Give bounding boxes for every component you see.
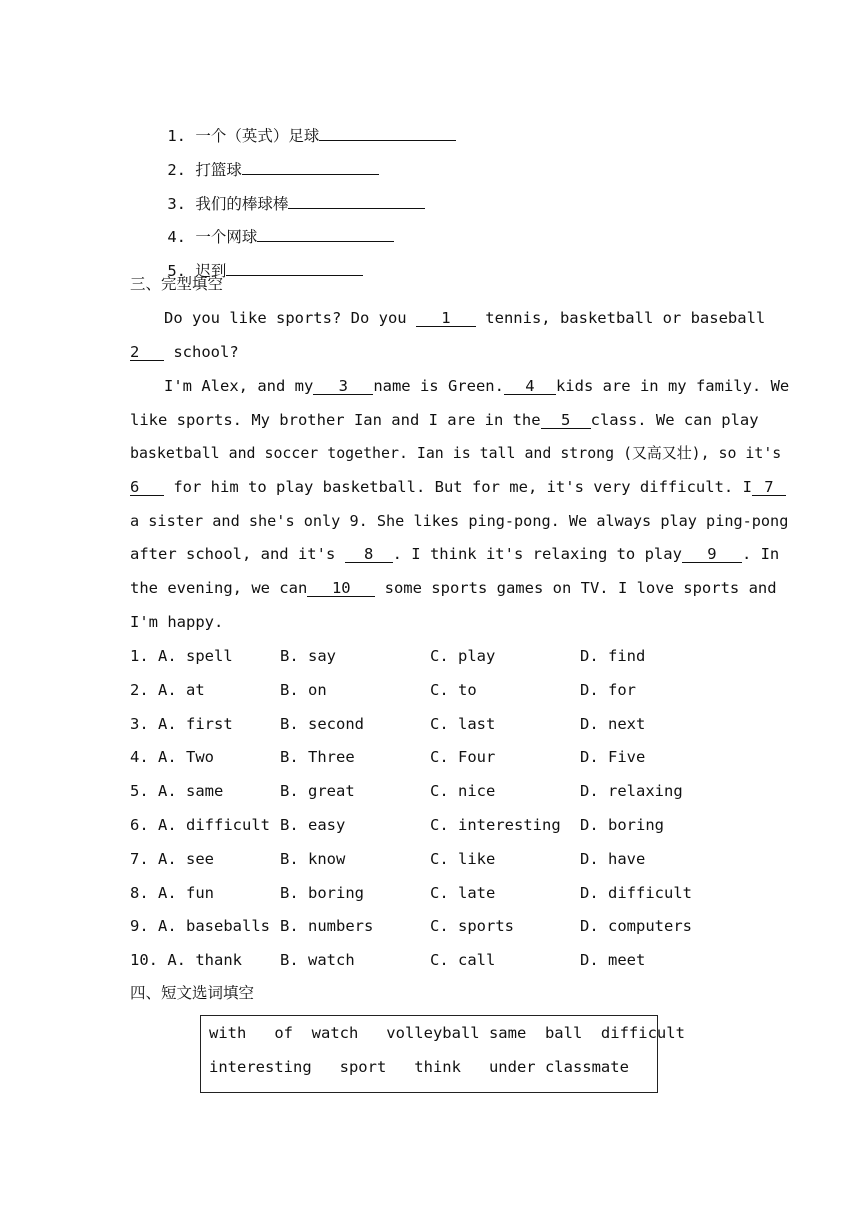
option-b[interactable] xyxy=(280,849,345,869)
word-bank xyxy=(200,1015,685,1093)
passage-line xyxy=(130,477,786,497)
option-c[interactable] xyxy=(430,747,495,767)
word-bank-line: with of watch volleyball same ball difficult xyxy=(209,1024,685,1042)
option-number: 10. xyxy=(130,951,158,970)
passage-text: Do you like sports? Do you xyxy=(164,309,416,327)
option-text: C. sports xyxy=(430,917,514,936)
option-text: D. computers xyxy=(580,917,692,936)
option-text: C. last xyxy=(430,714,496,733)
passage-line xyxy=(130,342,239,362)
option-a[interactable] xyxy=(130,680,205,700)
blank-3[interactable]: 3 xyxy=(313,378,373,395)
option-text: B. Three xyxy=(280,748,355,767)
option-text: C. late xyxy=(430,883,496,902)
option-text: C. call xyxy=(430,951,496,970)
passage-line xyxy=(164,376,789,396)
blank-9[interactable]: 9 xyxy=(682,546,742,563)
passage-text: like sports. My brother Ian and I are in the xyxy=(130,411,541,429)
blank-6[interactable]: 6 xyxy=(130,479,164,496)
option-text: B. second xyxy=(280,714,364,733)
option-text: B. say xyxy=(280,647,336,665)
option-d[interactable] xyxy=(580,747,645,767)
passage-text: . I think it's relaxing to play xyxy=(392,545,682,563)
word-bank-line: interesting sport think under classmate xyxy=(209,1058,629,1076)
answer-blank[interactable] xyxy=(257,227,394,242)
vocab-num: 2. xyxy=(167,161,186,179)
option-c[interactable] xyxy=(430,714,495,734)
passage-text: school? xyxy=(164,343,239,361)
option-number: 2. xyxy=(130,680,149,699)
option-text: C. to xyxy=(430,680,477,699)
option-number: 4. xyxy=(130,748,149,767)
option-d[interactable] xyxy=(580,916,692,936)
option-text: B. watch xyxy=(280,951,355,970)
option-c[interactable] xyxy=(430,883,495,903)
option-text: C. nice xyxy=(430,782,496,801)
option-text: D. meet xyxy=(580,951,646,970)
option-c[interactable] xyxy=(430,646,495,666)
option-a[interactable] xyxy=(130,849,214,869)
option-text: A. difficult xyxy=(158,816,270,834)
option-a[interactable] xyxy=(130,815,270,835)
option-text: A. same xyxy=(158,782,224,801)
option-text: D. Five xyxy=(580,748,646,767)
passage-text: kids are in my family. We xyxy=(555,377,790,395)
option-c[interactable] xyxy=(430,849,495,869)
option-b[interactable] xyxy=(280,781,355,801)
passage-text: name is Green. xyxy=(373,377,504,395)
passage-line: I'm happy. xyxy=(130,613,224,631)
option-b[interactable] xyxy=(280,646,336,666)
blank-4[interactable]: 4 xyxy=(504,378,556,395)
vocab-num: 3. xyxy=(167,195,186,213)
option-d[interactable] xyxy=(580,714,645,734)
option-a[interactable] xyxy=(130,646,233,666)
vocab-text: 一个网球 xyxy=(195,228,258,246)
passage-text: . In xyxy=(741,545,780,563)
option-text: D. boring xyxy=(580,816,664,834)
option-b[interactable] xyxy=(280,680,327,700)
option-number: 1. xyxy=(130,647,149,665)
option-text: A. first xyxy=(158,714,233,733)
option-text: B. know xyxy=(280,849,346,868)
option-number: 3. xyxy=(130,714,149,733)
passage-line xyxy=(130,544,779,564)
option-text: A. spell xyxy=(158,647,233,665)
vocab-num: 5. xyxy=(167,262,186,280)
option-text: B. on xyxy=(280,680,327,699)
vocab-num: 1. xyxy=(167,127,186,145)
option-text: A. thank xyxy=(167,951,242,970)
section-heading: 四、短文选词填空 xyxy=(130,984,255,1002)
blank-7[interactable]: 7 xyxy=(752,479,786,496)
option-text: C. Four xyxy=(430,748,496,767)
option-d[interactable] xyxy=(580,815,664,835)
blank-2[interactable]: 2 xyxy=(130,344,164,361)
option-b[interactable] xyxy=(280,815,345,835)
option-c[interactable] xyxy=(430,680,477,700)
option-a[interactable] xyxy=(130,883,214,903)
passage-text: class. We can play xyxy=(590,411,759,429)
option-text: C. play xyxy=(430,647,496,665)
passage-text: tennis, basketball or baseball xyxy=(475,309,766,327)
passage-line: basketball and soccer together. Ian is tall and strong (又高又壮), so it's xyxy=(130,444,782,462)
passage-line: a sister and she's only 9. She likes ping-pong. We always play ping-pong xyxy=(130,512,789,530)
vocab-text: 迟到 xyxy=(195,262,227,280)
option-a[interactable] xyxy=(130,747,214,767)
answer-blank[interactable] xyxy=(242,160,379,175)
option-b[interactable] xyxy=(280,883,364,903)
option-number: 7. xyxy=(130,849,149,868)
option-d[interactable] xyxy=(580,680,636,700)
blank-1[interactable]: 1 xyxy=(416,310,476,327)
option-a[interactable] xyxy=(130,781,223,801)
section-heading: 三、完型填空 xyxy=(130,275,224,293)
option-text: B. great xyxy=(280,782,355,801)
option-a[interactable] xyxy=(130,916,270,936)
option-text: D. find xyxy=(580,647,646,665)
option-text: A. see xyxy=(158,849,215,868)
option-a[interactable] xyxy=(130,950,242,970)
passage-text: after school, and it's xyxy=(130,545,345,563)
blank-5[interactable]: 5 xyxy=(541,412,591,429)
option-d[interactable] xyxy=(580,883,692,903)
vocab-text: 我们的棒球棒 xyxy=(195,195,289,213)
option-text: A. fun xyxy=(158,883,215,902)
option-number: 9. xyxy=(130,917,149,936)
option-d[interactable] xyxy=(580,849,645,869)
passage-text: some sports games on TV. I love sports and xyxy=(375,579,777,597)
blank-10[interactable]: 10 xyxy=(307,580,375,597)
option-c[interactable] xyxy=(430,916,514,936)
option-text: D. difficult xyxy=(580,883,692,902)
option-b[interactable] xyxy=(280,747,355,767)
option-b[interactable] xyxy=(280,916,373,936)
passage-text: for him to play basketball. But for me, it's very difficult. I xyxy=(164,478,752,496)
option-text: B. numbers xyxy=(280,917,374,936)
answer-blank[interactable] xyxy=(226,261,363,276)
blank-8[interactable]: 8 xyxy=(345,546,393,563)
option-b[interactable] xyxy=(280,714,364,734)
passage-line xyxy=(130,578,777,598)
passage-line xyxy=(164,308,765,328)
answer-blank[interactable] xyxy=(319,126,456,141)
option-text: C. like xyxy=(430,849,496,868)
option-text: D. next xyxy=(580,714,646,733)
option-text: A. baseballs xyxy=(158,917,270,936)
option-text: D. for xyxy=(580,680,636,699)
option-text: B. boring xyxy=(280,883,364,902)
option-c[interactable] xyxy=(430,781,495,801)
vocab-num: 4. xyxy=(167,228,186,246)
option-c[interactable] xyxy=(430,815,561,835)
passage-line xyxy=(130,410,759,430)
option-text: A. Two xyxy=(158,748,215,767)
option-text: D. relaxing xyxy=(580,782,683,801)
option-text: A. at xyxy=(158,680,205,699)
option-number: 5. xyxy=(130,782,149,801)
vocab-text: 一个（英式）足球 xyxy=(195,127,320,145)
option-number: 6. xyxy=(130,816,149,834)
option-number: 8. xyxy=(130,883,149,902)
option-c[interactable] xyxy=(430,950,495,970)
vocab-text: 打篮球 xyxy=(195,161,242,179)
option-d[interactable] xyxy=(580,781,683,801)
passage-text: the evening, we can xyxy=(130,579,308,597)
option-d[interactable] xyxy=(580,950,645,970)
option-b[interactable] xyxy=(280,950,355,970)
option-a[interactable] xyxy=(130,714,233,734)
option-text: B. easy xyxy=(280,816,346,834)
option-d[interactable] xyxy=(580,646,645,666)
option-text: C. interesting xyxy=(430,816,561,834)
passage-text: I'm Alex, and my xyxy=(164,377,314,395)
option-text: D. have xyxy=(580,849,646,868)
